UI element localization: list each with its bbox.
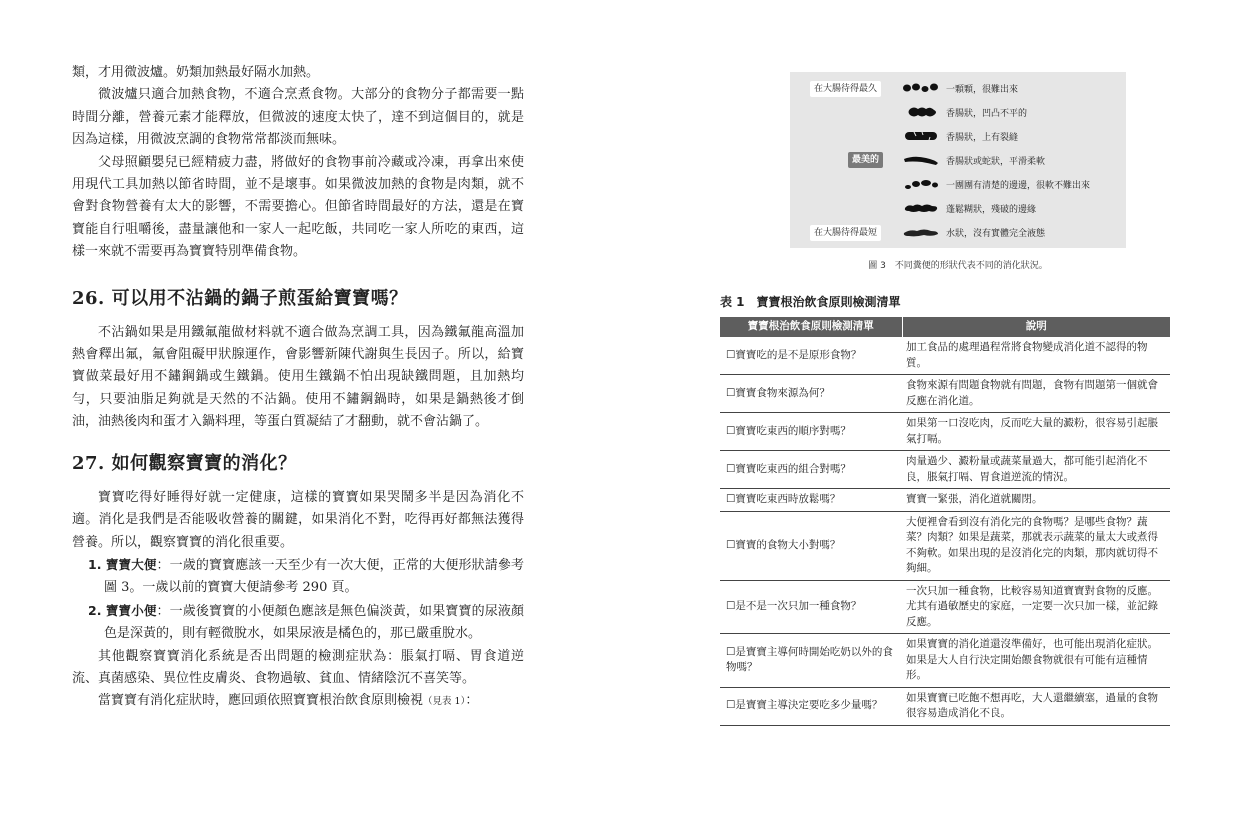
check-explanation: 如果寶寶已吃飽不想再吃，大人還繼續塞，過量的食物很容易造成消化不良。 [902,687,1170,725]
stool-row-5 [902,175,1090,193]
check-explanation: 如果寶寶的消化道還沒準備好，也可能出現消化症狀。如果是大人自行決定開始餵食物就很有可能有這種情形。 [902,634,1170,688]
stool-row-2 [902,103,1027,121]
check-question: ☐寶寶食物來源為何？ [720,375,902,413]
table-row [720,375,1170,413]
stool-desc: 香腸狀，凹凸不平的 [946,108,1028,119]
check-question: ☐寶寶的食物大小對嗎？ [720,511,902,580]
stool-chart-figure [790,72,1126,248]
stool-desc: 香腸狀，上有裂縫 [946,132,1019,143]
paragraph: 微波爐只適合加熱食物，不適合烹煮食物。大部分的食物分子都需要一點時間分離，營養元素才能釋放，但微波的速度太快了，達不到這個目的，就是因為這樣，用微波烹調的食物常常都淡而無味。 [72,87,524,148]
stool-desc: 一顆顆，很難出來 [946,84,1019,95]
section-heading-26: 26. 可以用不沾鍋的鍋子煎蛋給寶寶嗎？ [72,287,408,309]
list-item-text: ：一歲後寶寶的小便顏色應該是無色偏淡黃，如果寶寶的尿液顏色是深黃的，則有輕微脫水，如果尿液是橘色的，那已嚴重脫水。 [104,603,524,642]
table-row [720,511,1170,580]
section-heading-27: 27. 如何觀察寶寶的消化？ [72,452,297,474]
table-row [720,413,1170,451]
stool-desc: 水狀，沒有實體完全液態 [946,228,1046,239]
tag-longest: 在大腸待得最久 [810,81,881,97]
stool-row-6 [902,199,1036,217]
stool-row-7 [902,223,1045,241]
paragraph: 寶寶吃得好睡得好就一定健康，這樣的寶寶如果哭鬧多半是因為消化不適。消化是我們是否能吸收營養的關鍵，如果消化不對，吃得再好都無法獲得營養。所以，觀察寶寶的消化很重要。 [72,489,524,550]
check-explanation: 寶寶一緊張，消化道就關閉。 [902,489,1170,512]
list-item-label: 2. 寶寶小便 [88,602,157,618]
table-header-row [720,317,1170,337]
table-row [720,451,1170,489]
table-title: 表 1 寶寶根治飲食原則檢測清單 [720,295,901,309]
paragraph-end: ： [465,693,479,709]
check-question: ☐寶寶吃東西的組合對嗎？ [720,451,902,489]
check-question: ☐是不是一次只加一種食物？ [720,580,902,634]
list-item-text: ：一歲的寶寶應該一天至少有一次大便，正常的大便形狀請參考圖 3。一歲以前的寶寶大便請參考 290 頁。 [104,557,524,596]
list-item [72,554,524,600]
stool-row-3 [902,127,1018,145]
table-row [720,337,1170,375]
check-explanation: 食物來源有問題食物就有問題，食物有問題第一個就會反應在消化道。 [902,375,1170,413]
stool-row-4 [902,151,1045,169]
check-question: ☐是寶寶主導決定要吃多少量嗎？ [720,687,902,725]
left-page [72,62,524,714]
check-question: ☐寶寶吃東西時放鬆嗎？ [720,489,902,512]
check-question: ☐寶寶吃的是不是原形食物？ [720,337,902,375]
check-question: ☐是寶寶主導何時開始吃奶以外的食物嗎？ [720,634,902,688]
table-row [720,634,1170,688]
tag-shortest: 在大腸待得最短 [810,225,881,241]
checklist-table [720,317,1170,726]
table-row [720,687,1170,725]
table-row [720,489,1170,512]
paragraph: 類，才用微波爐。奶類加熱最好隔水加熱。 [72,65,320,80]
column-header: 說明 [902,317,1170,337]
stool-lumpy-sausage-icon [902,105,940,119]
stool-row-1 [902,79,1018,97]
stool-cracked-sausage-icon [902,129,940,143]
stool-lumps-icon [902,81,940,95]
stool-watery-icon [902,225,940,239]
table-reference: （見表 1） [423,696,466,708]
check-question: ☐寶寶吃東西的順序對嗎？ [720,413,902,451]
column-header: 寶寶根治飲食原則檢測清單 [720,317,902,337]
stool-desc: 一團團有清楚的邊邊，很軟不難出來 [946,180,1091,191]
tag-best: 最美的 [848,152,883,168]
paragraph: 父母照顧嬰兒已經精疲力盡，將做好的食物事前冷藏或冷凍，再拿出來使用現代工具加熱以節省時間，並不是壞事。如果微波加熱的食物是肉類，就不會對食物營養有太大的影響，不需要擔心。但節省時間最好的方法，還是在寶寶能自行咀嚼後，盡量讓他和一家人一起吃飯，共同吃一家人所吃的東西，這樣一來就不需要再為寶寶特別準備食物。 [72,154,524,260]
paragraph [72,690,524,713]
paragraph: 不沾鍋如果是用鐵氟龍做材料就不適合做為烹調工具，因為鐵氟龍高溫加熱會釋出氟，氟會阻礙甲狀腺運作，會影響新陳代謝與生長因子。所以，給寶寶做菜最好用不鏽鋼鍋或生鐵鍋。使用生鐵鍋不怕出現缺鐵問題，且加熱均勻，只要油脂足夠就是天然的不沾鍋。使用不鏽鋼鍋時，如果是鍋熱後才倒油，油熱後肉和蛋才入鍋料理，等蛋白質凝結了才翻動，就不會沾鍋了。 [72,324,524,430]
check-explanation: 肉量過少、澱粉量或蔬菜量過大，都可能引起消化不良，脹氣打嗝、胃食道逆流的情況。 [902,451,1170,489]
stool-desc: 蓬鬆糊狀，殘破的邊緣 [946,204,1037,215]
table-row [720,580,1170,634]
check-explanation: 大便裡會看到沒有消化完的食物嗎？是哪些食物？蔬菜？肉類？如果是蔬菜，那就表示蔬菜的量太大或煮得不夠軟。如果出現的是沒消化完的肉類，那肉就切得不夠細。 [902,511,1170,580]
stool-mushy-icon [902,201,940,215]
check-explanation: 一次只加一種食物，比較容易知道寶寶對食物的反應。尤其有過敏歷史的家庭，一定要一次只加一樣，並記錄反應。 [902,580,1170,634]
list-item-label: 1. 寶寶大便 [88,556,157,572]
check-explanation: 如果第一口沒吃肉，反而吃大量的澱粉，很容易引起脹氣打嗝。 [902,413,1170,451]
stool-smooth-snake-icon [902,153,940,167]
paragraph-text: 當寶寶有消化症狀時，應回頭依照寶寶根治飲食原則檢視 [98,693,424,709]
check-explanation: 加工食品的處理過程常將食物變成消化道不認得的物質。 [902,337,1170,375]
figure-caption: 圖 3 不同糞便的形狀代表不同的消化狀況。 [868,261,1048,271]
stool-desc: 香腸狀或蛇狀，平滑柔軟 [946,156,1046,167]
stool-soft-blobs-icon [902,177,940,191]
right-page [720,72,1170,726]
paragraph: 其他觀察寶寶消化系統是否出問題的檢測症狀為：脹氣打嗝、胃食道逆流、真菌感染、異位性皮膚炎、食物過敏、貧血、情緒陰沉不喜笑等。 [72,648,524,686]
list-item [72,600,524,646]
